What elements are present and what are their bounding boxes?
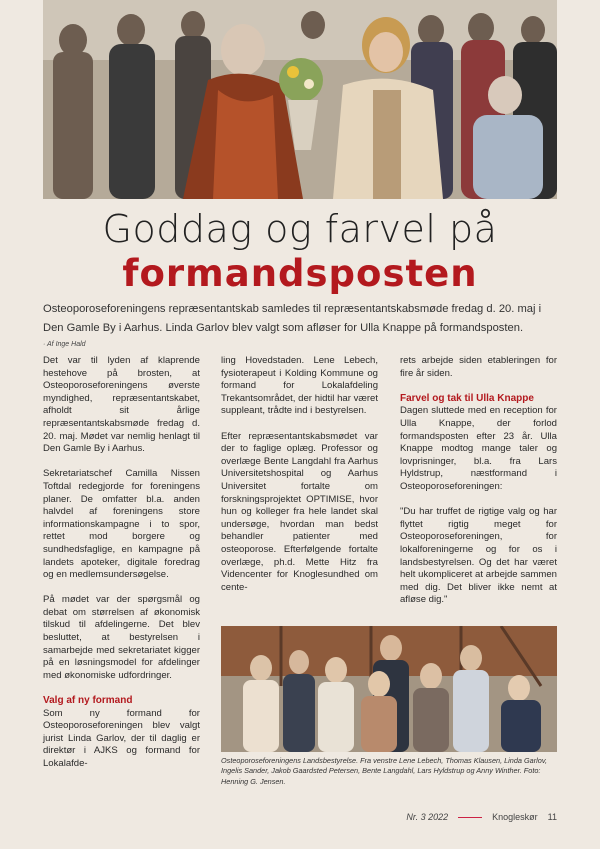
headline-line-2: formandsposten: [122, 252, 478, 295]
headline-line-1: Goddag og farvel på: [102, 207, 498, 251]
paragraph: Som ny formand for Osteoporoseforeningen blev valgt jurist Linda Garlov, der til daglig er direktør i AJKS og formand for Lokalafde-: [43, 707, 200, 769]
footer-divider: [458, 817, 482, 818]
page-number: 11: [547, 812, 557, 822]
reception-photo: [43, 0, 557, 199]
magazine-name: Knogleskør: [492, 812, 538, 822]
paragraph: På mødet var der spørgsmål og debat om størrelsen af økonomisk tilskud til afdelingerne. Det blev besluttet, at bestyrelsen i samarbejde med sekretariatet kigger på en løsningsmodel for afdelinger med økonomiske udfordringer.: [43, 594, 200, 681]
subheading-farewell: Farvel og tak til Ulla Knappe: [400, 392, 534, 404]
paragraph: Det var til lyden af klaprende hestehove på brosten, at Osteoporoseforeningens øverste myndighed, repræsentantskabet, afholdt sit årlige repræsentantskabsmøde fredag d. 20. maj. Mødet var nemlig henlagt til Den Gamle By i Aarhus.: [43, 355, 200, 455]
byline: · Af Inge Hald: [43, 341, 86, 348]
article-column-3: [400, 355, 557, 619]
board-group-photo: [221, 626, 557, 752]
paragraph: Dagen sluttede med en reception for Ulla Knappe, der forlod formandsposten efter 23 år. Ulla Knappe modtog mange taler og lovprisninger, bl.a. fra Lars Hyldstrup, næstformand i Osteoporoseforeningen:: [400, 405, 557, 492]
paragraph: ling Hovedstaden. Lene Lebech, fysioterapeut i Kolding Kommune og formand for Lokalafdeling Trekantsområdet, der hidtil har været suppleant, trådte ind i bestyrelsen.: [221, 355, 378, 417]
issue-number: Nr. 3 2022: [406, 812, 449, 822]
page-footer: [406, 812, 557, 822]
article-column-1: [43, 355, 200, 783]
article-column-2: [221, 355, 378, 607]
quote-paragraph: "Du har truffet de rigtige valg og har flyttet rigtig meget for Osteoporoseforeningen, for lokalforeningerne og for os i landsbestyrelsen. Og det har været helt ukompliceret at arbejde sammen med dig. Det bliver ikke nemt at afløse dig.": [400, 506, 557, 606]
photo-caption: Osteoporoseforeningens Landsbestyrelse. Fra venstre Lene Lebech, Thomas Klausen, Linda Garlov, Ingelis Sander, Jakob Gaardsted Petersen, Bente Langdahl, Lars Hyldstrup og Anny Winther. Foto: Henning G. Jensen.: [221, 756, 547, 786]
subheading-new-chair: Valg af ny formand: [43, 695, 133, 707]
paragraph: rets arbejde siden etableringen for fire år siden.: [400, 355, 557, 379]
paragraph: Efter repræsentantskabsmødet var der to faglige oplæg. Professor og overlæge Bente Langdahl fra Aarhus Universitetshospital og Aarhus Universitet fortalte om forskningsprojektet OPTIMISE, hvor hun og kolleger fra hele landet skal undersøge, hvordan man bedst behandler patienter med osteoporose. Efterfølgende fortalte overlæge, ph.d. Mette Hitz fra Videncenter for Knoglesundhed om cente-: [221, 430, 378, 593]
lead-paragraph: Osteoporoseforeningens repræsentantskab samledes til repræsentantskabsmøde fredag d. 20. maj i Den Gamle By i Aarhus. Linda Garlov blev valgt som afløser for Ulla Knappe på formandsposten.: [43, 303, 542, 334]
paragraph: Sekretariatschef Camilla Nissen Toftdal redegjorde for foreningens planer. De omfatter bl.a. anden halvdel af foreningens store informationskampagne i to spor, rettet mod borgere og sundhedsfaglige, en kampagne på landets apoteker, digitale foredrag og en medlemsundersøgelse.: [43, 468, 200, 581]
